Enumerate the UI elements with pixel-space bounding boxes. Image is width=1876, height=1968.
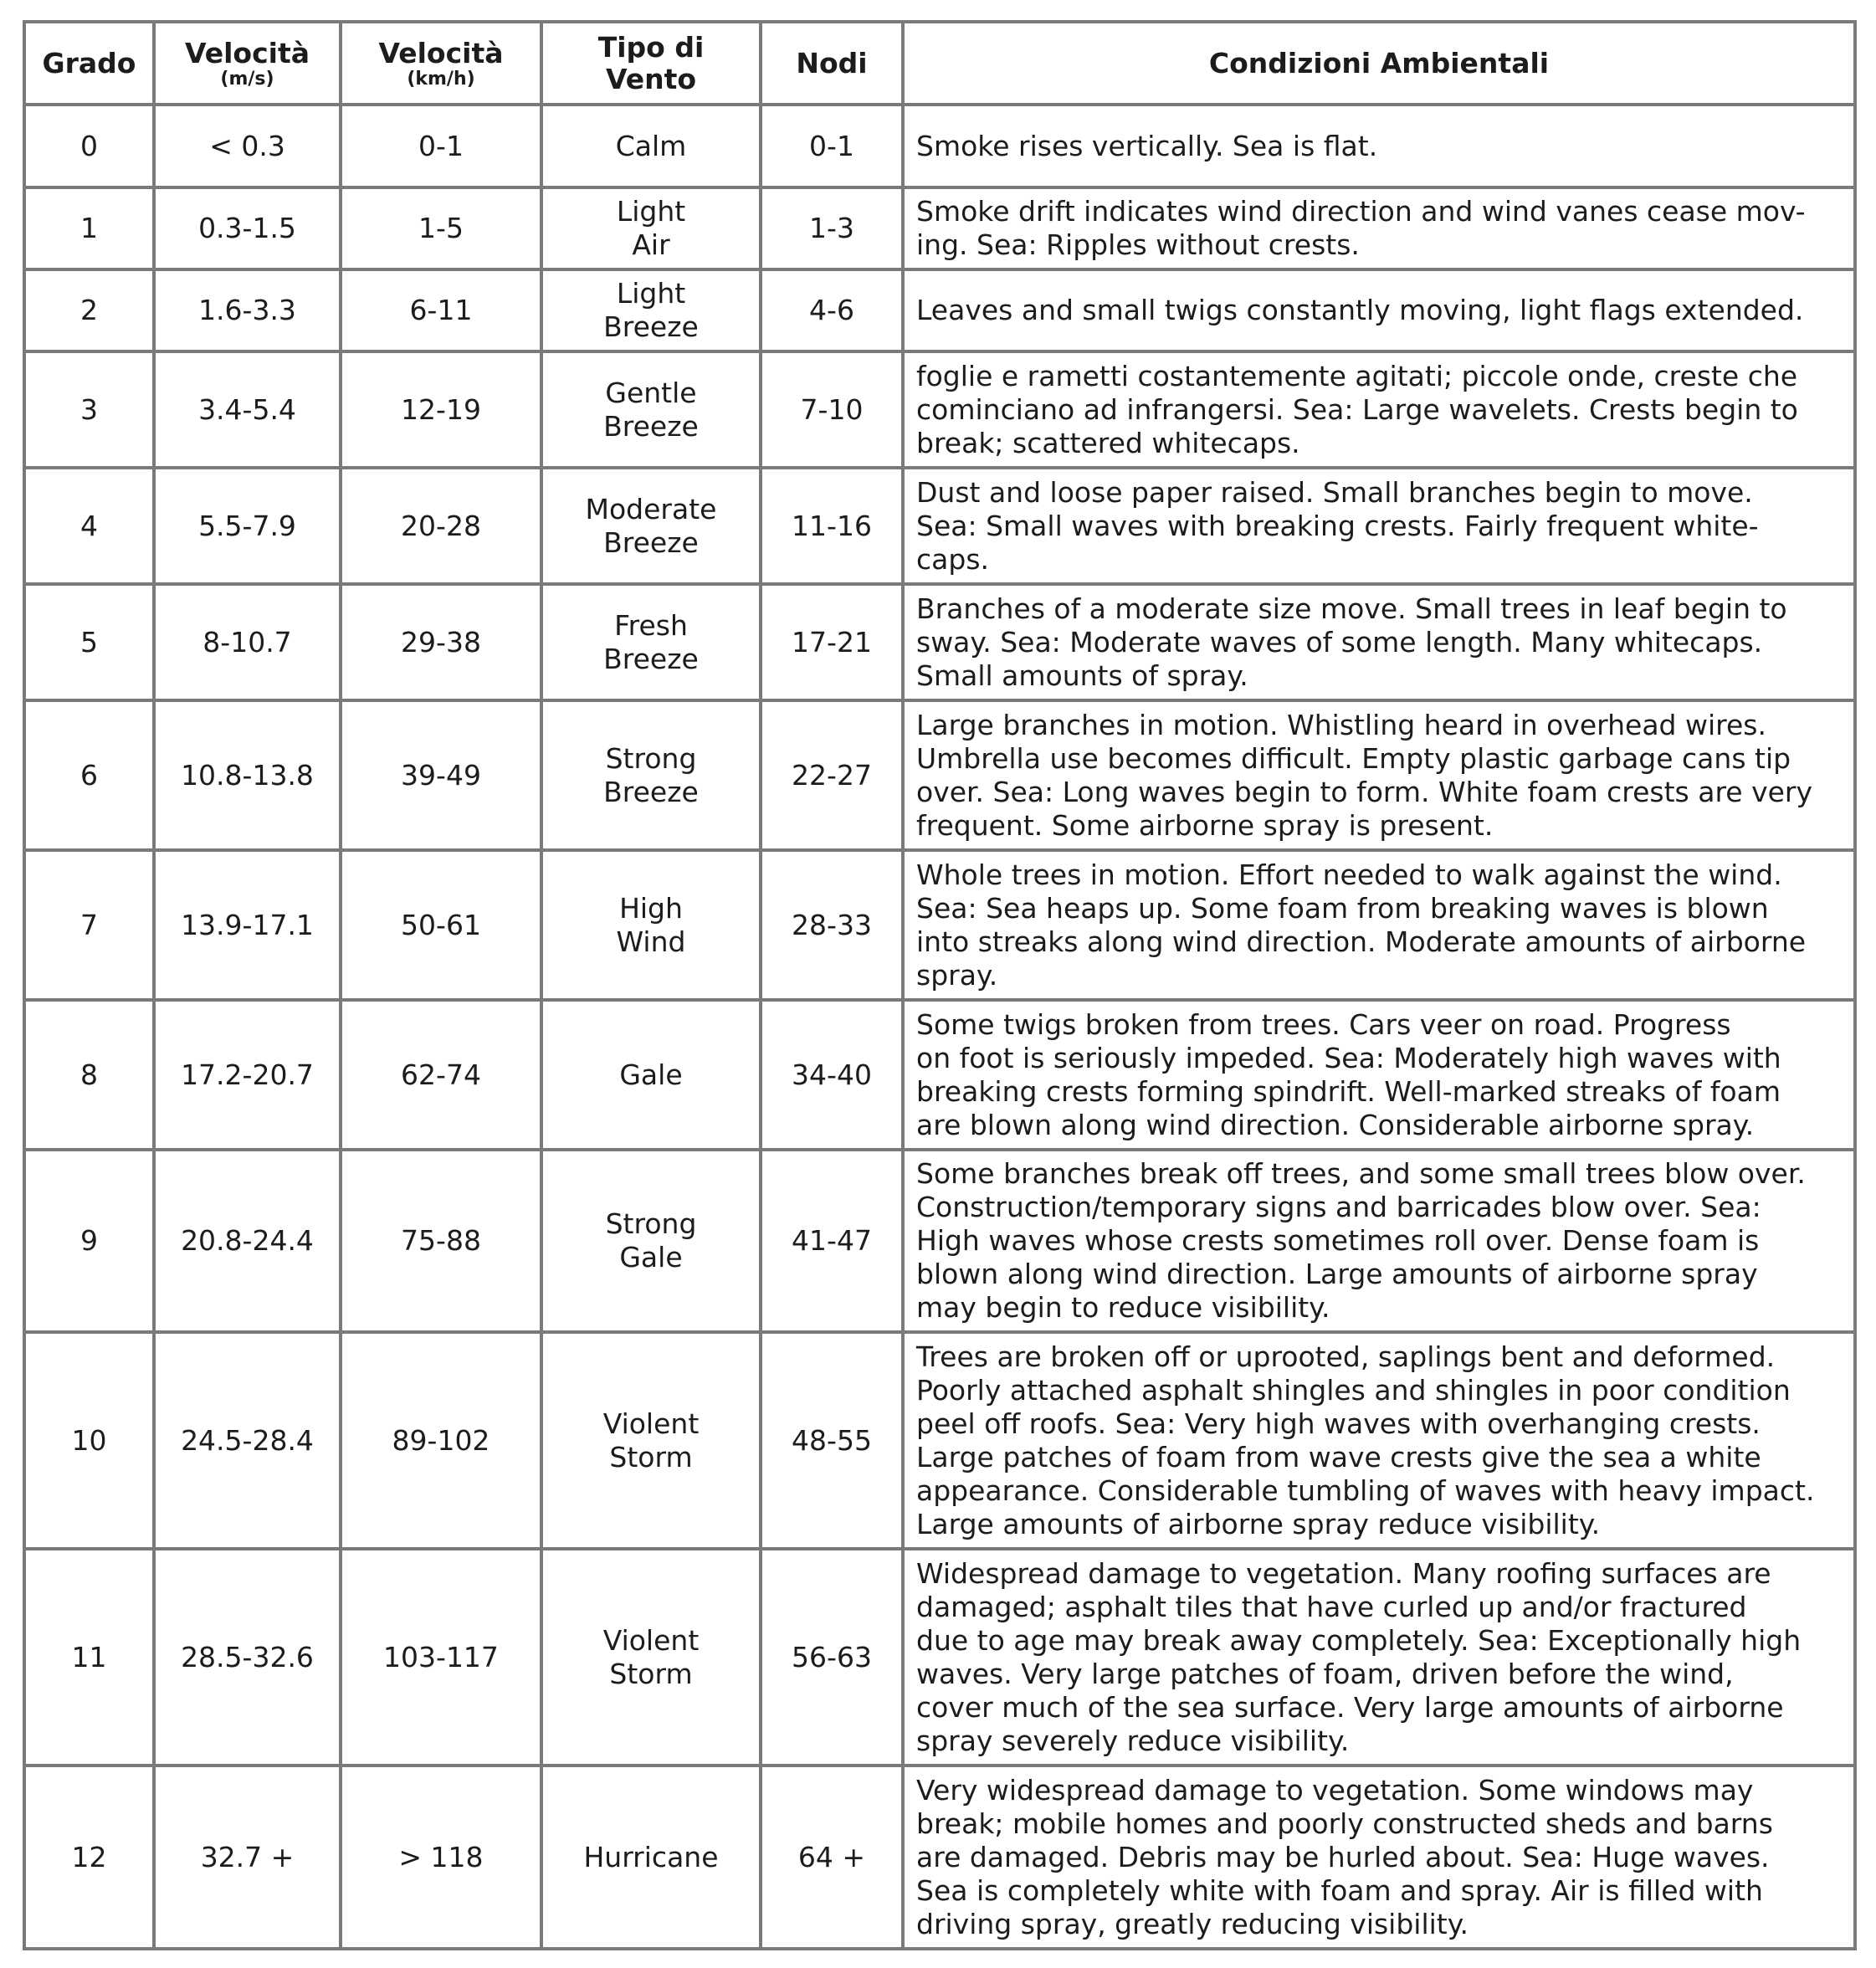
- speed-kmh-cell: 75-88: [341, 1150, 541, 1332]
- knots-cell: 7-10: [761, 351, 903, 468]
- conditions-cell: [903, 1549, 1855, 1766]
- conditions-cell: [903, 351, 1855, 468]
- wind-type-cell: [541, 269, 761, 351]
- grado-cell: 3: [24, 351, 154, 468]
- conditions-text: Large branches in motion. Whistling heard in overhead wires. Umbrella use becomes difficult. Empty plastic garbage cans tip over. Sea: Long waves begin to form. White foam crests are very frequent. Some airborne spray is present.: [916, 708, 1813, 842]
- grado-cell: 9: [24, 1150, 154, 1332]
- knots-cell: 1-3: [761, 187, 903, 269]
- wind-type-word: Strong: [605, 741, 697, 775]
- speed-kmh-cell: 20-28: [341, 468, 541, 584]
- knots-cell: 28-33: [761, 850, 903, 1000]
- grado-cell: 6: [24, 700, 154, 850]
- knots-cell: 11-16: [761, 468, 903, 584]
- wind-type-word: Air: [632, 228, 670, 261]
- wind-type-cell: [541, 584, 761, 700]
- conditions-text: Some branches break off trees, and some small trees blow over. Construction/temporary signs and barricades blow over. Sea: High waves whose crests sometimes roll over. Dense foam is blown along wind direction. Large amounts of airborne spray may begin to reduce visibility.: [916, 1157, 1806, 1324]
- table-row: [24, 468, 1855, 584]
- table-row: [24, 1549, 1855, 1766]
- speed-ms-cell: 28.5-32.6: [154, 1549, 341, 1766]
- wind-type-word: Gentle: [605, 376, 697, 409]
- table-row: [24, 1150, 1855, 1332]
- knots-cell: 17-21: [761, 584, 903, 700]
- conditions-cell: [903, 584, 1855, 700]
- table-row: [24, 1332, 1855, 1549]
- conditions-cell: [903, 850, 1855, 1000]
- grado-cell: 1: [24, 187, 154, 269]
- conditions-cell: [903, 269, 1855, 351]
- table-row: [24, 105, 1855, 187]
- knots-cell: 64 +: [761, 1766, 903, 1949]
- speed-kmh-cell: > 118: [341, 1766, 541, 1949]
- conditions-text: Leaves and small twigs constantly moving, light flags extended.: [916, 294, 1804, 326]
- speed-kmh-cell: 12-19: [341, 351, 541, 468]
- wind-type-word: Strong: [605, 1207, 697, 1240]
- speed-ms-cell: 32.7 +: [154, 1766, 341, 1949]
- wind-type-word: Moderate: [585, 492, 717, 525]
- speed-ms-cell: 5.5-7.9: [154, 468, 341, 584]
- speed-kmh-cell: 62-74: [341, 1000, 541, 1150]
- wind-type-word: Light: [616, 195, 686, 228]
- wind-type-cell: [541, 1150, 761, 1332]
- conditions-text: Whole trees in motion. Effort needed to walk against the wind. Sea: Sea heaps up. Some foam from breaking waves is blown into streaks along wind direction. Moderate amounts of airborne spray.: [916, 858, 1807, 992]
- wind-type-word: Fresh: [614, 608, 688, 642]
- speed-ms-cell: 1.6-3.3: [154, 269, 341, 351]
- wind-type-cell: [541, 1000, 761, 1150]
- grado-cell: 0: [24, 105, 154, 187]
- knots-cell: 48-55: [761, 1332, 903, 1549]
- conditions-cell: [903, 700, 1855, 850]
- conditions-text: Smoke rises vertically. Sea is flat.: [916, 129, 1378, 162]
- speed-ms-cell: 17.2-20.7: [154, 1000, 341, 1150]
- wind-type-cell: [541, 468, 761, 584]
- wind-type-word: Breeze: [603, 525, 699, 559]
- conditions-cell: [903, 468, 1855, 584]
- wind-type-word: Gale: [619, 1241, 683, 1274]
- speed-ms-cell: 24.5-28.4: [154, 1332, 341, 1549]
- wind-type-word: Violent: [602, 1407, 700, 1440]
- knots-cell: 0-1: [761, 105, 903, 187]
- wind-type-word: Violent: [602, 1623, 700, 1657]
- conditions-text: Smoke drift indicates wind direction and wind vanes cease mov- ing. Sea: Ripples without crests.: [916, 195, 1806, 261]
- conditions-text: Very widespread damage to vegetation. Some windows may break; mobile homes and poorly constructed sheds and barns are damaged. Debris may be hurled about. Sea: Huge waves. Sea is completely white with foam and spray. Air is filled with driving spray, greatly reducing visibility.: [916, 1773, 1773, 1940]
- header-condizioni: Condizioni Ambientali: [903, 22, 1855, 105]
- table-row: [24, 850, 1855, 1000]
- grado-cell: 10: [24, 1332, 154, 1549]
- wind-type-word: Breeze: [603, 775, 699, 808]
- speed-kmh-cell: 0-1: [341, 105, 541, 187]
- header-tipo-vento: Tipo di Vento: [541, 22, 761, 105]
- conditions-cell: [903, 105, 1855, 187]
- wind-type-word: Breeze: [603, 310, 699, 343]
- speed-ms-cell: 3.4-5.4: [154, 351, 341, 468]
- table-row: [24, 269, 1855, 351]
- wind-type-cell: [541, 187, 761, 269]
- table-row: [24, 1766, 1855, 1949]
- speed-kmh-cell: 39-49: [341, 700, 541, 850]
- conditions-text: Trees are broken off or uprooted, saplings bent and deformed. Poorly attached asphalt shingles and shingles in poor condition peel off roofs. Sea: Very high waves with overhanging crests. Large patches of foam from wave crests give the sea a white appearance. Considerable tumbling of waves with heavy impact. Large amounts of airborne spray reduce visibility.: [916, 1340, 1815, 1540]
- wind-type-word: Breeze: [603, 409, 699, 443]
- knots-cell: 22-27: [761, 700, 903, 850]
- header-velocita-ms: Velocità (m/s): [154, 22, 341, 105]
- table-row: [24, 584, 1855, 700]
- speed-ms-cell: 20.8-24.4: [154, 1150, 341, 1332]
- conditions-text: foglie e rametti costantemente agitati; piccole onde, creste che cominciano ad infrangersi. Sea: Large wavelets. Crests begin to break; scattered whitecaps.: [916, 359, 1798, 459]
- knots-cell: 41-47: [761, 1150, 903, 1332]
- wind-type-word: Calm: [615, 129, 687, 162]
- grado-cell: 2: [24, 269, 154, 351]
- header-row: [24, 22, 1855, 105]
- conditions-text: Some twigs broken from trees. Cars veer on road. Progress on foot is seriously impeded. Sea: Moderately high waves with breaking crests forming spindrift. Well-marked streaks of foam are blown along wind direction. Considerable airborne spray.: [916, 1007, 1781, 1141]
- conditions-text: Dust and loose paper raised. Small branches begin to move. Sea: Small waves with breaking crests. Fairly frequent white- caps.: [916, 475, 1759, 576]
- knots-cell: 4-6: [761, 269, 903, 351]
- wind-type-cell: [541, 351, 761, 468]
- speed-kmh-cell: 1-5: [341, 187, 541, 269]
- conditions-cell: [903, 1150, 1855, 1332]
- wind-type-word: Gale: [619, 1058, 683, 1091]
- table-body: [24, 105, 1855, 1949]
- table-row: [24, 187, 1855, 269]
- speed-ms-cell: 10.8-13.8: [154, 700, 341, 850]
- wind-type-cell: [541, 850, 761, 1000]
- conditions-cell: [903, 187, 1855, 269]
- knots-cell: 56-63: [761, 1549, 903, 1766]
- wind-type-cell: [541, 105, 761, 187]
- header-unit-ms: (m/s): [220, 68, 274, 90]
- grado-cell: 4: [24, 468, 154, 584]
- wind-type-word: Light: [616, 277, 686, 310]
- speed-ms-cell: 0.3-1.5: [154, 187, 341, 269]
- grado-cell: 7: [24, 850, 154, 1000]
- grado-cell: 8: [24, 1000, 154, 1150]
- grado-cell: 11: [24, 1549, 154, 1766]
- grado-cell: 12: [24, 1766, 154, 1949]
- wind-type-word: Storm: [609, 1657, 693, 1690]
- wind-type-word: Hurricane: [583, 1840, 719, 1873]
- header-unit-kmh: (km/h): [407, 68, 475, 90]
- wind-type-word: High: [619, 891, 683, 925]
- conditions-text: Widespread damage to vegetation. Many roofing surfaces are damaged; asphalt tiles that have curled up and/or fractured due to age may break away completely. Sea: Exceptionally high waves. Very large patches of foam, driven before the wind, cover much of the sea surface. Very large amounts of airborne spray severely reduce visibility.: [916, 1556, 1802, 1757]
- beaufort-scale-table: [23, 20, 1857, 1950]
- wind-type-cell: [541, 700, 761, 850]
- speed-ms-cell: 8-10.7: [154, 584, 341, 700]
- header-velocita-kmh: Velocità (km/h): [341, 22, 541, 105]
- conditions-cell: [903, 1332, 1855, 1549]
- wind-type-cell: [541, 1549, 761, 1766]
- speed-ms-cell: 13.9-17.1: [154, 850, 341, 1000]
- speed-kmh-cell: 50-61: [341, 850, 541, 1000]
- wind-type-cell: [541, 1766, 761, 1949]
- header-nodi: Nodi: [761, 22, 903, 105]
- conditions-cell: [903, 1000, 1855, 1150]
- table-row: [24, 700, 1855, 850]
- table-row: [24, 1000, 1855, 1150]
- speed-ms-cell: < 0.3: [154, 105, 341, 187]
- speed-kmh-cell: 29-38: [341, 584, 541, 700]
- wind-type-word: Storm: [609, 1440, 693, 1473]
- wind-type-word: Breeze: [603, 642, 699, 675]
- wind-type-word: Wind: [616, 925, 686, 958]
- header-grado: Grado: [24, 22, 154, 105]
- wind-type-cell: [541, 1332, 761, 1549]
- knots-cell: 34-40: [761, 1000, 903, 1150]
- speed-kmh-cell: 103-117: [341, 1549, 541, 1766]
- table-row: [24, 351, 1855, 468]
- conditions-text: Branches of a moderate size move. Small trees in leaf begin to sway. Sea: Moderate waves of some length. Many whitecaps. Small amounts of spray.: [916, 592, 1787, 692]
- grado-cell: 5: [24, 584, 154, 700]
- speed-kmh-cell: 6-11: [341, 269, 541, 351]
- speed-kmh-cell: 89-102: [341, 1332, 541, 1549]
- conditions-cell: [903, 1766, 1855, 1949]
